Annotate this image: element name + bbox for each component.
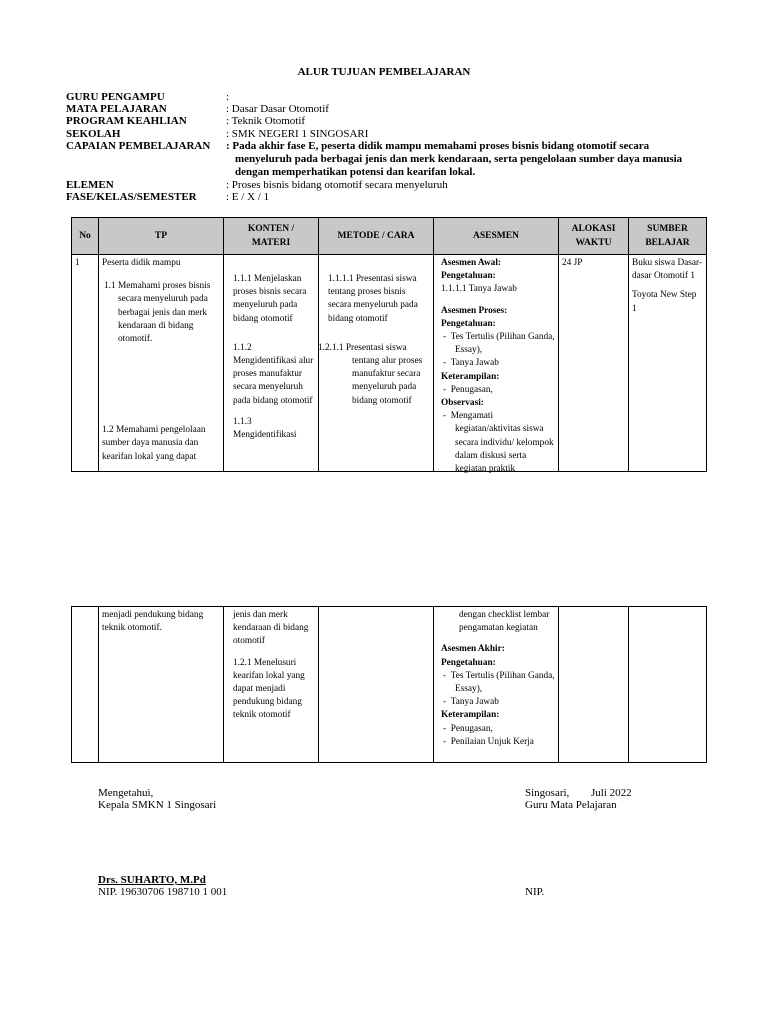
sign-left-name: Drs. SUHARTO, M.Pd	[98, 874, 206, 886]
cell-metode	[319, 255, 434, 472]
header-no: No	[72, 218, 99, 255]
sign-right-nip: NIP.	[525, 886, 545, 898]
sign-right-title: Guru Mata Pelajaran	[525, 799, 617, 811]
konten-continuation: jenis dan merk kendaraan di bidang otomotif	[233, 610, 309, 647]
meta-elemen-value: : Proses bisnis bidang otomotif secara menyeluruh	[226, 179, 448, 191]
meta-sekolah-value: : SMK NEGERI 1 SINGOSARI	[226, 128, 369, 140]
asesmen-tanya-jawab-awal: 1.1.1.1 Tanya Jawab	[441, 284, 517, 295]
list-item: - Penugasan,	[443, 384, 493, 395]
konten-1-1-3: 1.1.3 Mengidentifikasi	[233, 416, 297, 441]
meta-guru-label: GURU PENGAMPU	[66, 91, 165, 103]
meta-fase-label: FASE/KELAS/SEMESTER	[66, 191, 197, 203]
tp-1-1: 1.1 Memahami proses bisnis secara menyeluruh pada berbagai jenis dan merk kendaraan di bidang otomotif.	[104, 281, 211, 345]
header-tp: TP	[99, 218, 224, 255]
atp-table-part-1	[71, 217, 707, 475]
table-row	[72, 255, 707, 472]
meta-elemen-label: ELEMEN	[66, 179, 114, 191]
asesmen-awal: Asesmen Awal:	[441, 258, 501, 268]
meta-capaian-label: CAPAIAN PEMBELAJARAN	[66, 140, 211, 152]
cell-konten	[224, 607, 319, 763]
capaian-line-1: : Pada akhir fase E, peserta didik mampu memahami proses bisnis bidang otomotif secara	[226, 140, 650, 152]
list-item: - Penilaian Unjuk Kerja	[443, 736, 534, 747]
cell-sumber	[629, 255, 707, 472]
list-item: - Tanya Jawab	[443, 697, 499, 708]
table-row	[72, 607, 707, 763]
sign-right-place: Singosari,	[525, 787, 570, 799]
asesmen-keterampilan: Keterampilan:	[441, 371, 500, 382]
cell-sumber	[629, 607, 707, 763]
tp-1-2: 1.2 Memahami pengelolaan sumber daya manusia dan kearifan lokal yang dapat	[102, 425, 206, 462]
tp-continuation: menjadi pendukung bidang teknik otomotif.	[102, 610, 204, 634]
sumber-2: Toyota New Step 1	[632, 290, 697, 314]
header-metode: METODE / CARA	[319, 218, 434, 255]
cell-no	[72, 607, 99, 763]
cell-tp	[99, 255, 224, 472]
capaian-line-3: dengan memperhatikan potensi dan kearifan lokal.	[235, 165, 476, 178]
konten-1-2-1: 1.2.1 Menelusuri kearifan lokal yang dapat menjadi pendukung bidang teknik otomotif	[233, 657, 305, 721]
konten-1-1-2: 1.1.2 Mengidentifikasi alur proses manufaktur secara menyeluruh pada bidang otomotif	[233, 342, 314, 406]
sign-left-nip: NIP. 19630706 198710 1 001	[98, 886, 228, 898]
document-title: ALUR TUJUAN PEMBELAJARAN	[297, 66, 471, 78]
meta-sekolah-label: SEKOLAH	[66, 128, 121, 140]
cell-asesmen	[434, 255, 559, 475]
list-item: - Tes Tertulis (Pilihan Ganda, Essay),	[443, 670, 555, 695]
meta-program-label: PROGRAM KEAHLIAN	[66, 115, 187, 127]
asesmen-proses: Asesmen Proses:	[441, 305, 508, 316]
sign-left-mengetahui: Mengetahui,	[98, 787, 154, 799]
meta-mapel-label: MATA PELAJARAN	[66, 103, 167, 115]
sumber-1: Buku siswa Dasar-dasar Otomotif 1	[632, 258, 703, 282]
list-item: - Mengamati kegiatan/aktivitas siswa secara individu/ kelompok dalam diskusi serta kegiatan praktik	[443, 411, 554, 475]
header-alokasi: ALOKASI WAKTU	[559, 218, 629, 255]
table-header-row	[72, 218, 707, 255]
header-konten: KONTEN / MATERI	[224, 218, 319, 255]
sign-right-date: Juli 2022	[591, 787, 632, 799]
cell-asesmen	[434, 607, 559, 763]
asesmen-observasi: Observasi:	[441, 398, 484, 409]
asesmen-proses-pengetahuan: Pengetahuan:	[441, 318, 496, 329]
metode-2: 1.2.1.1 Presentasi siswa tentang alur proses manufaktur secara menyeluruh pada bidang otomotif	[318, 342, 423, 406]
meta-capaian-value	[226, 140, 696, 178]
list-item: - Tanya Jawab	[443, 358, 499, 369]
asesmen-akhir-keterampilan: Keterampilan:	[441, 710, 500, 721]
header-asesmen: ASESMEN	[434, 218, 559, 255]
asesmen-akhir: Asesmen Akhir:	[441, 644, 505, 655]
cell-no: 1	[72, 255, 99, 472]
list-item: - Penugasan,	[443, 723, 493, 734]
cell-alokasi	[559, 607, 629, 763]
capaian-line-2: menyeluruh pada berbagai jenis dan merk kendaraan, serta pengelolaan sumber daya manusia	[235, 152, 683, 165]
metode-1: 1.1.1.1 Presentasi siswa tentang proses bisnis secara menyeluruh pada bidang otomotif	[328, 274, 418, 324]
asesmen-pengetahuan: Pengetahuan:	[441, 271, 496, 282]
asesmen-continuation: dengan checklist lembar pengamatan kegiatan	[459, 610, 550, 634]
sign-left-title: Kepala SMKN 1 Singosari	[98, 799, 217, 811]
tp-intro: Peserta didik mampu	[102, 258, 181, 268]
cell-tp	[99, 607, 224, 763]
asesmen-akhir-pengetahuan: Pengetahuan:	[441, 657, 496, 668]
list-item: - Tes Tertulis (Pilihan Ganda, Essay),	[443, 332, 555, 356]
cell-alokasi: 24 JP	[559, 255, 629, 472]
meta-mapel-value: : Dasar Dasar Otomotif	[226, 103, 329, 115]
meta-fase-value: : E / X / 1	[226, 191, 270, 203]
atp-table-part-2	[71, 606, 707, 763]
konten-1-1-1: 1.1.1 Menjelaskan proses bisnis secara menyeluruh pada bidang otomotif	[233, 274, 307, 324]
meta-program-value: : Teknik Otomotif	[226, 115, 306, 127]
header-sumber: SUMBER BELAJAR	[629, 218, 707, 255]
cell-konten	[224, 255, 319, 472]
meta-guru-value: :	[226, 91, 230, 103]
cell-metode	[319, 607, 434, 763]
